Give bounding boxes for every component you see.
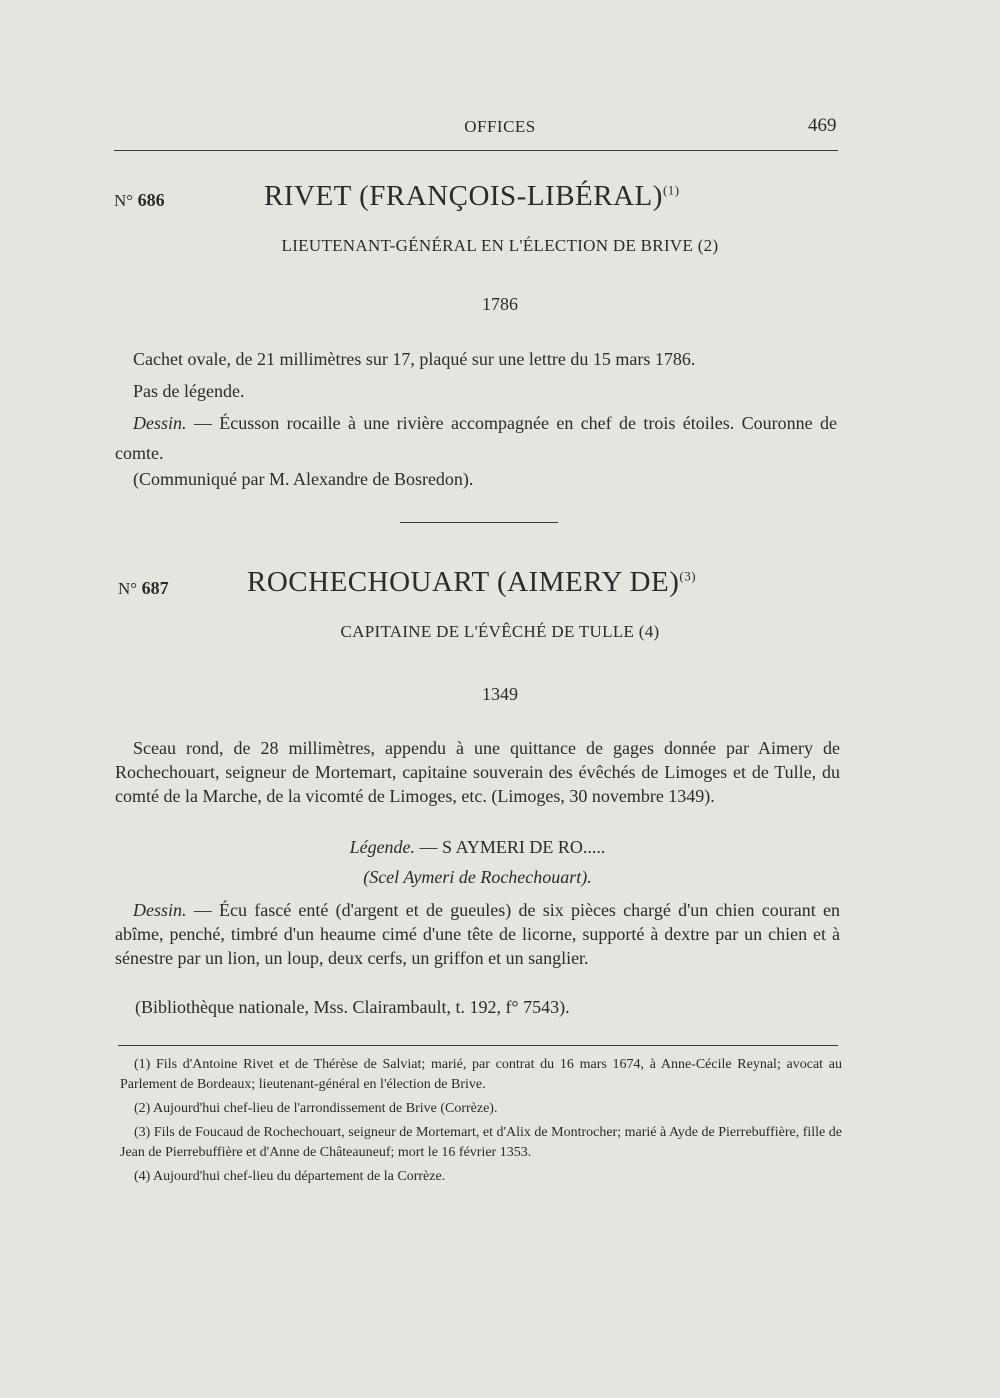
description-687: Sceau rond, de 28 millimètres, appendu à une quittance de gages donnée par Aimery de Rochechouart, seigneur de Mortemart, capitaine souverain des évêchés de Limoges et de Tulle, du comté de la Marche, de la vicomté de Limoges, etc. (Limoges, 30 novembre 1349).	[115, 738, 840, 806]
dessin-text: — Écu fascé enté (d'argent et de gueules) de six pièces chargé d'un chien courant en abîme, penché, timbré d'un heaume cimé d'une tête de licorne, supporté à dextre par un chien et à sénestre par un lion, un loup, deux cerfs, un griffon et un sanglier.	[115, 900, 840, 968]
entry-subtitle-686: LIEUTENANT-GÉNÉRAL EN L'ÉLECTION DE BRIVE (2)	[281, 236, 719, 255]
source-686: (Communiqué par M. Alexandre de Bosredon).	[133, 469, 474, 489]
entry-number-687	[118, 578, 169, 599]
footnotes	[120, 1055, 842, 1191]
footnote-ref: (3)	[679, 568, 697, 584]
entry-number-label: N°	[118, 579, 138, 598]
legende-text: — S AYMERI DE RO.....	[415, 837, 606, 857]
entry-number-686	[114, 190, 165, 211]
legende-687	[115, 832, 840, 862]
entry-separator	[400, 522, 558, 523]
dessin-686	[115, 408, 837, 468]
entry-subtitle-687: CAPITAINE DE L'ÉVÊCHÉ DE TULLE (4)	[340, 622, 660, 641]
dessin-label: Dessin.	[133, 900, 187, 920]
dessin-687	[115, 898, 840, 970]
dessin-text: — Écusson rocaille à une rivière accompagnée en chef de trois étoiles. Couronne de comte.	[115, 413, 837, 463]
entry-title-687	[247, 566, 696, 599]
legende-label: Légende.	[349, 837, 416, 857]
entry-number-value: 687	[141, 578, 169, 598]
legende-reading-687: (Scel Aymeri de Rochechouart).	[363, 867, 592, 887]
entry-year-687: 1349	[482, 684, 518, 704]
footnote-2: (2) Aujourd'hui chef-lieu de l'arrondissement de Brive (Corrèze).	[134, 1101, 498, 1116]
entry-year-686: 1786	[482, 294, 518, 314]
header-rule	[114, 150, 838, 151]
legend-note-686: Pas de légende.	[133, 381, 245, 401]
entry-title-686	[264, 180, 680, 213]
entry-number-value: 686	[137, 190, 165, 210]
footnote-3: (3) Fils de Foucaud de Rochechouart, seigneur de Mortemart, et d'Alix de Montrocher; marié à Ayde de Pierrebuffière, fille de Jean de Pierrebuffière et d'Anne de Châteauneuf; mort le 16 février 1353.	[120, 1125, 842, 1160]
source-687: (Bibliothèque nationale, Mss. Clairambault, t. 192, f° 7543).	[135, 997, 570, 1017]
dessin-label: Dessin.	[133, 413, 187, 433]
entry-title-text: ROCHECHOUART (AIMERY DE)	[247, 566, 680, 598]
footnote-ref: (1)	[662, 182, 680, 198]
description-686: Cachet ovale, de 21 millimètres sur 17, plaqué sur une lettre du 15 mars 1786.	[133, 349, 696, 369]
entry-title-text: RIVET (FRANÇOIS-LIBÉRAL)	[264, 180, 663, 212]
running-head: OFFICES	[464, 117, 536, 136]
entry-number-label: N°	[114, 191, 134, 210]
page-number: 469	[808, 115, 837, 136]
footnote-4: (4) Aujourd'hui chef-lieu du département de la Corrèze.	[134, 1169, 446, 1184]
footnote-rule	[118, 1045, 838, 1046]
footnote-1: (1) Fils d'Antoine Rivet et de Thérèse de Salviat; marié, par contrat du 16 mars 1674, à Anne-Cécile Reynal; avocat au Parlement de Bordeaux; lieutenant-général en l'élection de Brive.	[120, 1057, 842, 1092]
